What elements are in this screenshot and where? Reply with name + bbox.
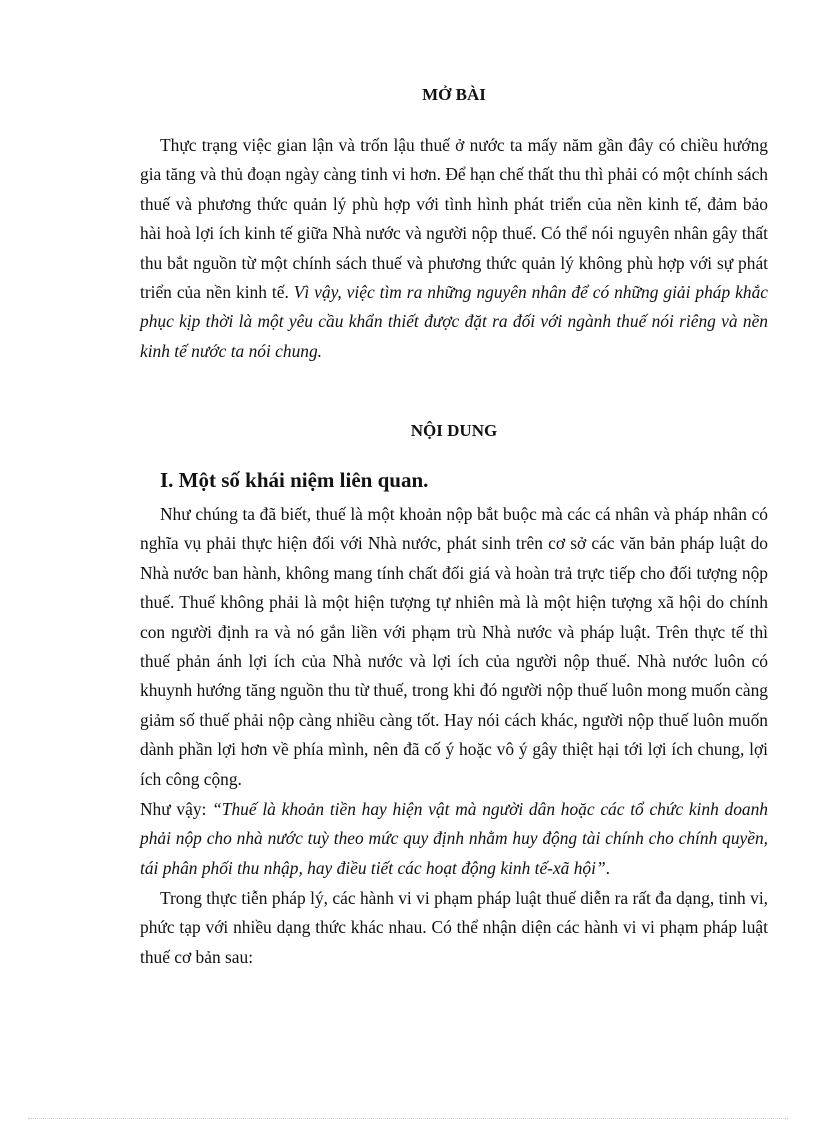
definition-tail: . bbox=[605, 857, 610, 878]
intro-paragraph bbox=[140, 131, 768, 366]
section-title: I. Một số khái niệm liên quan. bbox=[160, 468, 429, 492]
intro-text: Thực trạng việc gian lận và trốn lậu thuế ở nước ta mấy năm gần đây có chiều hướng gia tăng và thủ đoạn ngày càng tinh vi hơn. Để hạn chế thất thu thì phải có một chính sách thuế và phương thức quản lý phù hợp với tình hình phát triển của nền kinh tế, đảm bảo hài hoà lợi ích kinh tế giữa Nhà nước và người nộp thuế. Có thể nói nguyên nhân gây thất thu bắt nguồn từ một chính sách thuế và phương thức quản lý không phù hợp với sự phát triển của nền kinh tế. bbox=[140, 135, 768, 303]
intro-heading: MỞ BÀI bbox=[422, 85, 486, 104]
page-bottom-rule bbox=[28, 1118, 788, 1119]
definition-quote: “Thuế là khoản tiền hay hiện vật mà người dân hoặc các tổ chức kinh doanh phải nộp cho nhà nước tuỳ theo mức quy định nhằm huy động tài chính cho chính quyền, tái phân phối thu nhập, hay điều tiết các hoạt động kinh tế-xã hội” bbox=[140, 799, 768, 878]
body-heading: NỘI DUNG bbox=[410, 421, 498, 440]
definition-lead: Như vậy: bbox=[140, 799, 213, 819]
body-paragraph-2: Trong thực tiễn pháp lý, các hành vi vi phạm pháp luật thuế diễn ra rất đa dạng, tinh vi, phức tạp với nhiều dạng thức khác nhau. Có thể nhận diện các hành vi vi phạm pháp luật thuế cơ bản sau: bbox=[140, 888, 768, 967]
body-paragraph-1: Như chúng ta đã biết, thuế là một khoản nộp bắt buộc mà các cá nhân và pháp nhân có nghĩa vụ phải thực hiện đối với Nhà nước, phát sinh trên cơ sở các văn bản pháp luật do Nhà nước ban hành, không mang tính chất đối giá và hoàn trả trực tiếp cho đối tượng nộp thuế. Thuế không phải là một hiện tượng tự nhiên mà là một hiện tượng xã hội do chính con người định ra và nó gắn liền với phạm trù Nhà nước và pháp luật. Trên thực tế thì thuế phản ánh lợi ích của Nhà nước và lợi ích của người nộp thuế. Nhà nước luôn có khuynh hướng tăng nguồn thu từ thuế, trong khi đó người nộp thuế luôn mong muốn càng giảm số thuế phải nộp càng nhiều càng tốt. Hay nói cách khác, người nộp thuế luôn muốn dành phần lợi hơn về phía mình, nên đã cố ý hoặc vô ý gây thiệt hại tới lợi ích chung, lợi ích công cộng. bbox=[140, 504, 768, 789]
intro-italic-text: Vì vậy, việc tìm ra những nguyên nhân để có những giải pháp khắc phục kịp thời là một yêu cầu khẩn thiết được đặt ra đối với ngành thuế nói riêng và nền kinh tế nước ta nói chung. bbox=[140, 282, 768, 361]
definition-paragraph bbox=[140, 795, 768, 883]
